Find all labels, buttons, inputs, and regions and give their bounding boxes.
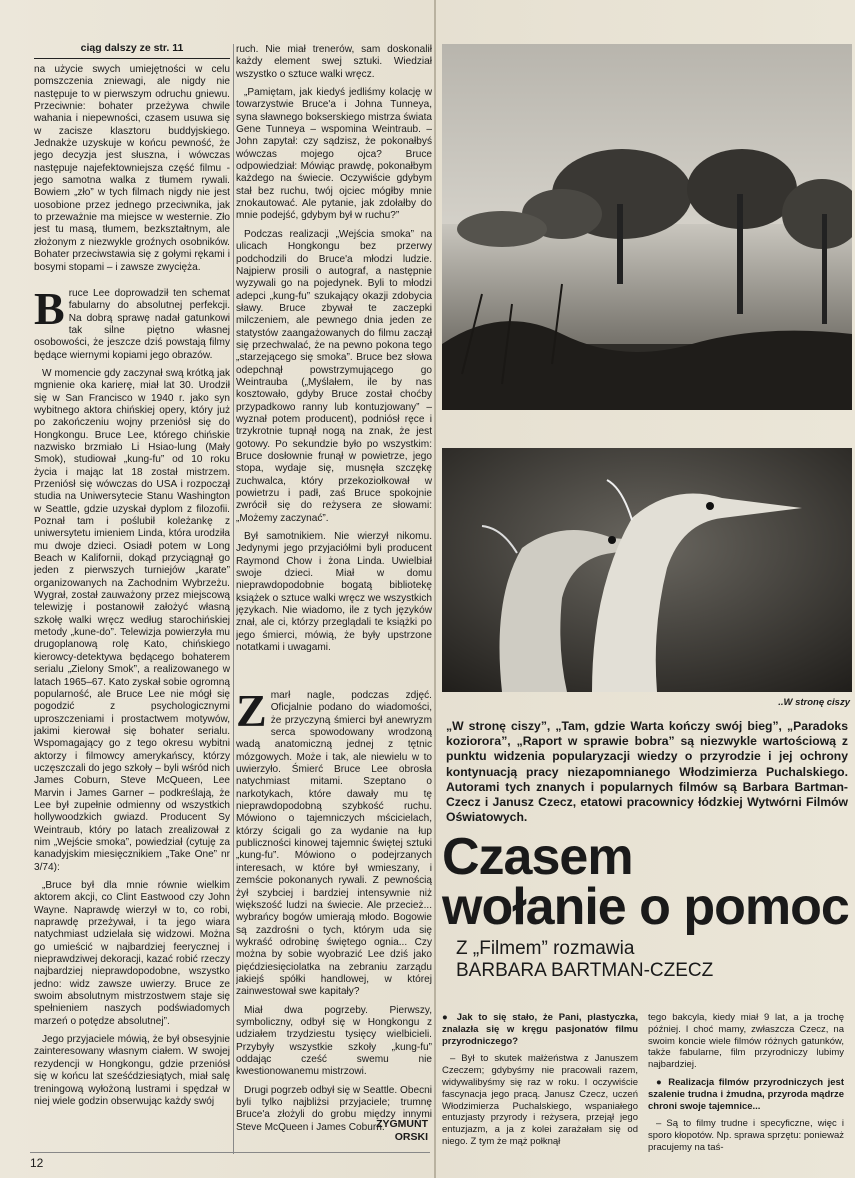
- page-gutter: [434, 0, 436, 1178]
- dropcap-b: B: [34, 282, 65, 334]
- interview-intro-line: Z „Filmem” rozmawia: [456, 938, 635, 959]
- paragraph: Jego przyjaciele mówią, że był obsesyjnie zainteresowany własnym ciałem. W swojej rezydencji w Hongkongu, gdzie przeniósł się w końcu lat sześćdziesiątych, miał salę treningową wyłożoną lustrami i spędzał w niej wiele godzin obserwując każdy swój: [34, 1034, 230, 1107]
- continued-label: ciąg dalszy ze str. 11: [34, 42, 230, 59]
- herons-photo: [442, 448, 852, 692]
- dropcap-z: Z: [236, 690, 267, 736]
- headline: [442, 828, 852, 936]
- paragraph: Miał dwa pogrzeby. Pierwszy, symboliczny, odbył się w Hongkongu z udziałem trzydziestu tysięcy wielbicieli. Przybyły wszystkie szkoły „kung-fu” oddając cześć swemu nie kwestionowanemu mistrzowi.: [236, 1004, 432, 1078]
- paragraph: Był samotnikiem. Nie wierzył nikomu. Jedynymi jego przyjaciółmi byli producent Raymond Chow i żona Linda. Uwielbiał swoje dzieci. Miał w domu nieprawdopodobnie bogatą bibliotekę książek o sztuce walki wręcz we wszystkich językach. Nie wiadomo, ile z tych języków znał, ale ci, którzy przeglądali te książki po jego śmierci, mówią, że były upstrzone notatkami i uwagami.: [236, 531, 432, 654]
- paragraph: ruch. Nie miał trenerów, sam doskonalił każdy element swej sztuki. Wiedział wszystko o sztuce walki wręcz.: [236, 44, 432, 80]
- headline-line-2: wołanie o pomoc: [442, 878, 849, 936]
- herons-image: [442, 448, 852, 692]
- author-first-name: ZYGMUNT: [376, 1118, 428, 1130]
- answer: – Był to skutek małżeństwa z Januszem Czeczem; gdybyśmy nie pracowali razem, widywalibyśmy się raz w roku. I oczywiście fascynacja jego pracą. Janusz Czecz, uczeń Włodzimierza Puchalskiego, wspaniałego entuzjasty przyrody i reżysera, przejął jego entuzjazm, a ja z kolei zarażałam się od niego. Z tym że mąż połknął: [442, 1053, 638, 1147]
- article-column-2b: [236, 690, 432, 1150]
- paragraph: „Bruce był dla mnie równie wielkim aktorem akcji, co Clint Eastwood czy John Wayne. Naprawdę wierzył w to, co robi, naprawdę przeżywał, i ta jego wiara natychmiast udzielała się widzowi. Można go umieścić w najbardziej feerycznej i nieprawdziwej dekoracji, kazać robić rzeczy najbardziej nieprawdopodobne, wszystko jedno: widz zawsze uwierzy. Bruce ze swoim absolutnym mistrzostwem staje się spełnieniem naszych podświadomych marzeń o potędze absolutnej”.: [34, 880, 230, 1027]
- author-byline: [340, 1118, 428, 1144]
- paragraph-dropcap: [34, 282, 230, 362]
- paragraph: „Pamiętam, jak kiedyś jedliśmy kolację w towarzystwie Bruce'a i Johna Tunneya, syna sławnego bokserskiego mistrza świata Gene Tunneya – wspomina Weintraub. – John zapytał: czy sądzisz, że pokonałbyś wówczas mojego ojca? Bruce odpowiedział: Mówiąc prawdę, pokonałbym każdego na świecie. Oczywiście gdybym stał bez ruchu, twój ojciec mógłby mnie znokautować. Ale pytanie, jak zdołałby do mnie podejść, gdybym był w ruchu?”: [236, 87, 432, 222]
- interview-column-1: [442, 1012, 638, 1172]
- flooded-trees-photo: [442, 44, 852, 410]
- paragraph-text: ruce Lee doprowadził ten schemat fabularny do absolutnej perfekcji. Na dobrą sprawę nadał gatunkowi tak silne piętno własnej osobowości, że jeszcze dziś powstają filmy będące wiernymi kopiami jego obrazów.: [34, 287, 230, 361]
- paragraph-dropcap: [236, 690, 432, 999]
- answer: – Są to filmy trudne i specyficzne, więc i sporo kłopotów. Np. sprawa sprzętu: ponieważ pracujemy na taś-: [648, 1118, 844, 1153]
- answer: tego bakcyla, kiedy miał 9 lat, a ja trochę później. I choć mamy, zwłaszcza Czecz, na swoim koncie wiele filmów różnych gatunków, także fabularne, film przyrodniczy lubimy najbardziej.: [648, 1012, 844, 1071]
- question: ● Realizacja filmów przyrodniczych jest szalenie trudna i żmudna, przyroda mądrze chroni swoje tajemnice...: [648, 1076, 844, 1112]
- column-rule: [233, 44, 234, 1154]
- interview-column-2: [648, 1012, 844, 1172]
- paragraph: W momencie gdy zaczynał swą krótką jak mgnienie oka karierę, miał lat 30. Urodził się w San Francisco w 1940 r. jako syn wybitnego aktora chińskiej opery, który już po zakończeniu wojny przeniósł się do Hongkongu. Bruce Lee, którego chińskie nazwisko brzmiało Li Hsiao-lung (Mały Smok), studiował „kung-fu” od 10 roku życia i mając lat 18 został mistrzem. Przeniósł się wówczas do USA i rozpoczął studia na Uniwersytecie Stanu Washington w Seattle, gdzie uzyskał dyplom z filozofii. Poznał tam i poślubił koleżankę z uniwersytetu imieniem Linda, która urodziła mu dwoje dzieci. Osiadł potem w Long Beach w Kalifornii, dokąd przyciągnął go jeden z pierwszych turniejów „karate” organizowanych na Zachodnim Wybrzeżu. Wygrał, został zauważony przez miejscową telewizję i postanowił założyć własną szkołę walki wręcz według starochińskiej metody „kune-do”. Telewizja powierzyła mu drugoplanową rolę Kato, chińskiego kierowcy-detektywa będącego bohaterem serialu „Zielony Smok”, a realizowanego w latach 1965–67. Kato zyskał sobie ogromną popularność, ale Bruce Lee nie mógł się pogodzić z psychologicznymi uproszczeniami i prostactwem motywów, jakimi kierował się bohater serialu. Wspomagający go z tego okresu wybitni aktorzy i filmowcy amerykańscy, którzy uczęszczali do jego szkoły – byli wśród nich James Coburn, Steve McQueen, Lee Marvin i James Garner – podkreślają, że Lee był zupełnie odmienny od wszystkich hollywoodzkich gwiazd. Producent Sy Weintraub, który po latach zrealizował z nim „Wejście smoka”, powiedział (cytuję za kanadyjskim miesięcznikiem „Take One” nr 3/74):: [34, 367, 230, 873]
- interviewee-name: BARBARA BARTMAN-CZECZ: [456, 960, 714, 981]
- author-last-name: ORSKI: [394, 1131, 428, 1143]
- photo-caption: ..W stronę ciszy: [778, 697, 850, 708]
- bottom-rule: [30, 1152, 430, 1153]
- paragraph: na użycie swych umiejętności w celu pomszczenia zniewagi, ale nigdy nie następuje to w pierwszym odruchu gniewu. Przeciwnie: bohater przeżywa chwile wahania i niepewności, czasem usuwa się w zacisze klasztoru buddyjskiego. Jednakże uzyskuje w końcu pewność, że jego decyzja jest słuszna, i wówczas następuje najefektowniejsza część filmu - jego samotna walka z tłumem rywali. Bowiem „zło” w tych filmach nigdy nie jest uosobione przez jednego przeciwnika, jak to przeważnie ma miejsce w westernie. Zło jest tu masą, tłumem, bezkształtnym, ale złożonym z niezwykle groźnych osobników. Bohater przeciwstawia się z gołymi rękami i bosymi stopami – i zawsze zwycięża.: [34, 64, 230, 273]
- paragraph: Drugi pogrzeb odbył się w Seattle. Obecni byli tylko najbliżsi przyjaciele; trumnę Bruce'a złożyli do grobu między innymi Steve McQueen i James Coburn.: [236, 1084, 432, 1133]
- headline-line-1: Czasem: [442, 828, 633, 886]
- paragraph: Podczas realizacji „Wejścia smoka” na ulicach Hongkongu bez przerwy podchodzili do Bruce'a młodzi ludzie. Najpierw prosili o autograf, a następnie wyzywali go na pojedynek. Byli to młodzi adepci „kung-fu” szukający okazji zdobycia sławy. Bruce zbywał te zaczepki milczeniem, ale pewnego dnia jeden ze statystów zaangażowanych do filmu zaczął się przechwalać, że na pewno pokona tego „starzejącego się smoka”. Bruce bez słowa odepchnął powstrzymującego go Weintrauba („Myślałem, ile by nas kosztowało, gdyby Bruce został choćby przypadkowo ranny lub kontuzjowany” – wyznał potem producent), podniósł ręce i trzykrotnie tupnął nogą na znak, że jest gotowy. Po sekundzie było po wszystkim: Bruce dosłownie frunął w powietrze, jego stopa, wydaje się, musnęła szczękę zuchwalca, który przekoziołkował w powietrzu i padł, zaś Bruce spokojnie zwrócił się do reżysera ze słowami: „Możemy zaczynać”.: [236, 228, 432, 524]
- article-column-2: [236, 44, 432, 684]
- lead-paragraph: „W stronę ciszy”, „Tam, gdzie Warta kończy swój bieg”, „Paradoks koziorога”, „Raport w sprawie bobra” są niezwykle wartościową z punktu widzenia popularyzacji wiedzy o przyrodzie i jej ochrony kontynuacją pracy niezapomnianego Włodzimierza Puchalskiego. Autorami tych znanych i popularnych filmów są Barbara Bartman-Czecz i Janusz Czecz, etatowi pracownicy łódzkiej Wytwórni Filmów Oświatowych.: [446, 719, 848, 825]
- paragraph-text: marł nagle, podczas zdjęć. Oficjalnie podano do wiadomości, że przyczyną śmierci był anewryzm serca spowodowany wrodzoną wadą anatomiczną jednej z tętnic mózgowych. Może i tak, ale niewielu w to uwierzyło. Śmierć Bruce Lee obrosła natychmiast mitami. Szeptano o narkotykach, które dawały mu tę nieprawdopodobną szybkość ruchu. Mówiono o tajemniczych mścicielach, którzy ścigali go za wydanie na łup publiczności kinowej tajemnic świętej sztuki „kung-fu”. Mówiono o podejrzanych interesach, w które był wmieszany, i zemście pokonanych rywali. Z pewnością żył szybciej i bardziej intensywnie niż większość ludzi na świecie. Ale przecież... wybrańcy bogów umierają młodo. Bogowie są zazdrośni o tych, którym uda się wykraść odrobinę świętego ognia... Czy można by sobie wyobrazić Lee dziś jako pięćdziesięciolatka na zebraniu zarządu jakiejś spółki handlowej, w której zainwestował swe kapitały?: [236, 690, 432, 998]
- landscape-image: [442, 44, 852, 410]
- interview-intro: [456, 938, 852, 982]
- question: ● Jak to się stało, że Pani, plastyczka, znalazła się w kręgu pasjonatów filmu przyrodniczego?: [442, 1012, 638, 1047]
- page-number: 12: [30, 1156, 44, 1170]
- article-column-1: [34, 64, 230, 1144]
